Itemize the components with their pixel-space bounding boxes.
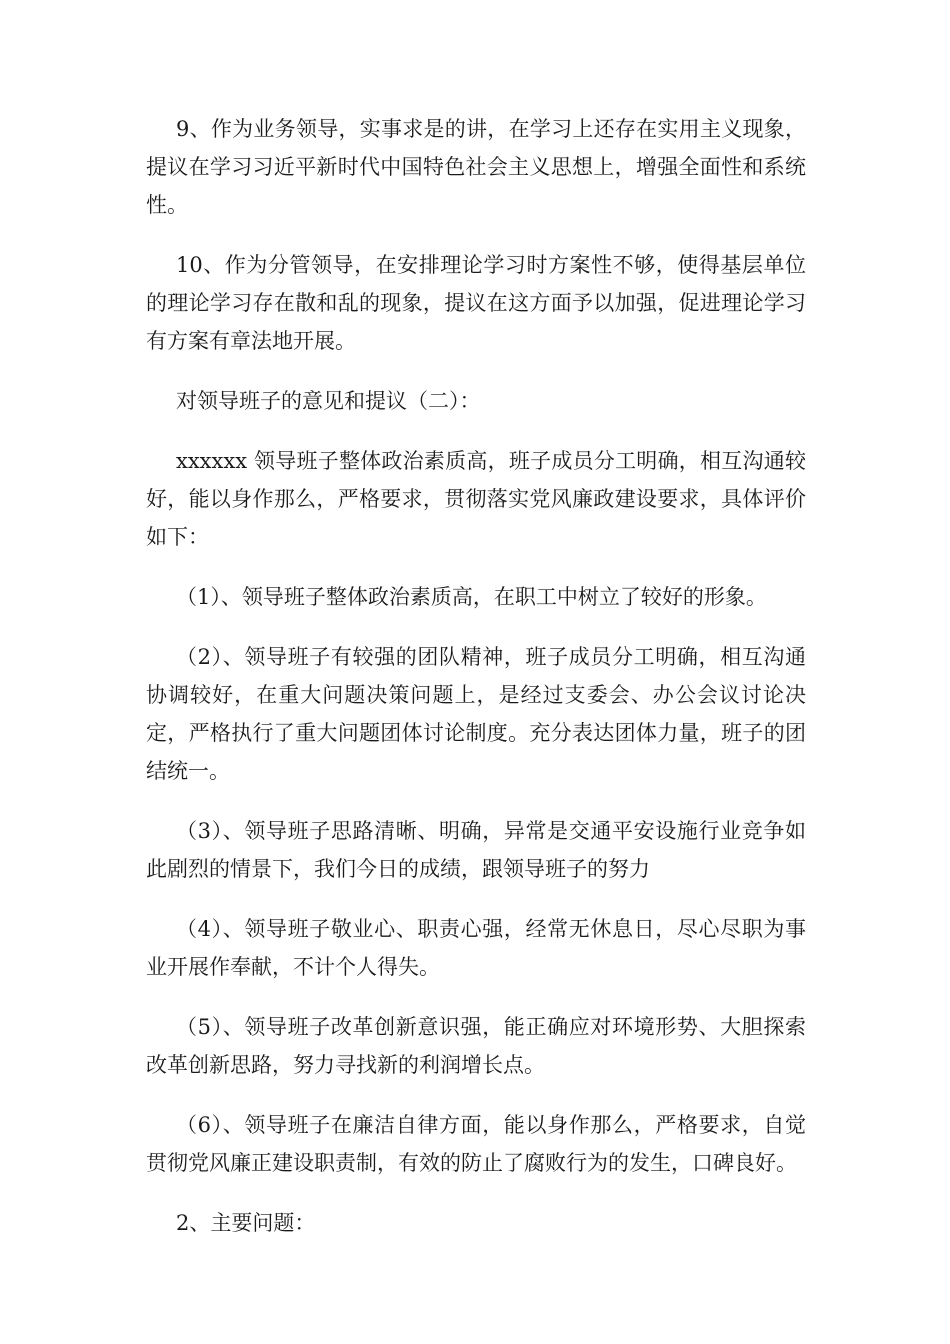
document-body xyxy=(146,110,806,1264)
paragraph-point-2: （2）、领导班子有较强的团队精神，班子成员分工明确，相互沟通协调较好，在重大问题决策问题上，是经过支委会、办公会议讨论决定，严格执行了重大问题团体讨论制度。充分表达团体力量，班子的团结统一。 xyxy=(146,645,806,783)
paragraph-item-9: 9、作为业务领导，实事求是的讲，在学习上还存在实用主义现象，提议在学习习近平新时代中国特色社会主义思想上，增强全面性和系统性。 xyxy=(146,117,806,217)
section-heading-main-problems: 2、主要问题： xyxy=(176,1211,316,1235)
paragraph-item-10: 10、作为分管领导，在安排理论学习时方案性不够，使得基层单位的理论学习存在散和乱的现象，提议在这方面予以加强，促进理论学习有方案有章法地开展。 xyxy=(146,253,806,353)
paragraph-overall-evaluation: xxxxxx 领导班子整体政治素质高，班子成员分工明确，相互沟通较好，能以身作那么，严格要求，贯彻落实党风廉政建设要求，具体评价如下： xyxy=(146,449,806,549)
paragraph-point-6: （6）、领导班子在廉洁自律方面，能以身作那么，严格要求，自觉贯彻党风廉正建设职责制，有效的防止了腐败行为的发生，口碑良好。 xyxy=(146,1113,806,1175)
paragraph-point-5: （5）、领导班子改革创新意识强，能正确应对环境形势、大胆探索改革创新思路，努力寻找新的利润增长点。 xyxy=(146,1015,806,1077)
section-heading-opinions: 对领导班子的意见和提议（二）： xyxy=(176,389,481,413)
paragraph-point-3: （3）、领导班子思路清晰、明确，异常是交通平安设施行业竞争如此剧烈的情景下，我们今日的成绩，跟领导班子的努力 xyxy=(146,819,806,881)
paragraph-point-4: （4）、领导班子敬业心、职责心强，经常无休息日，尽心尽职为事业开展作奉献，不计个人得失。 xyxy=(146,917,806,979)
paragraph-point-1: （1）、领导班子整体政治素质高，在职工中树立了较好的形象。 xyxy=(176,585,767,609)
